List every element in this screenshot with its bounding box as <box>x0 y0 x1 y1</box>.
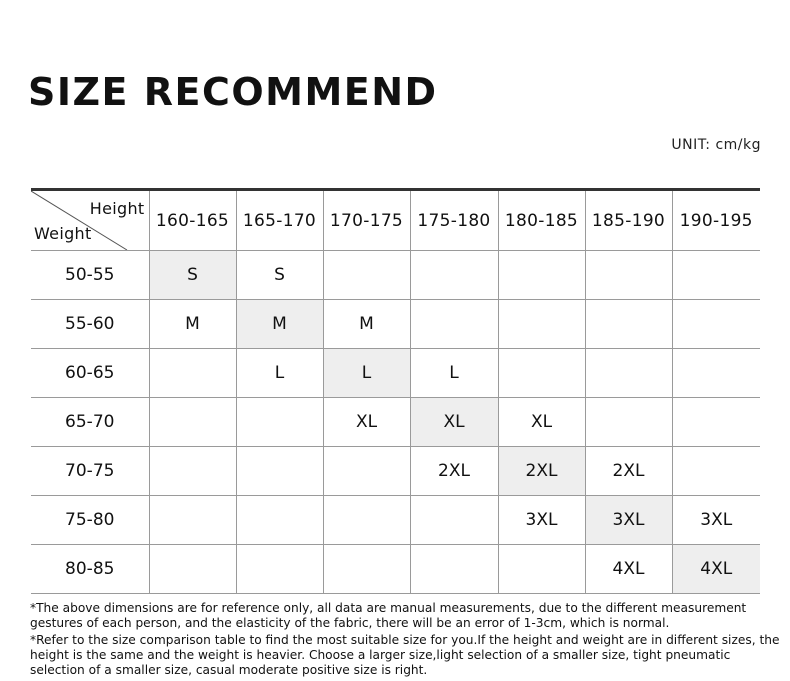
size-cell <box>498 251 585 300</box>
note-size-selection: *Refer to the size comparison table to find the most suitable size for you.If the height and weight are in different sizes, the height is the same and the weight is heavier. Choose a larger size,light selection of a smaller size, tight pneumatic selection of a smaller size, casual moderate positive size is right. <box>30 633 780 677</box>
size-cell <box>672 398 760 447</box>
size-cell <box>236 496 323 545</box>
height-header-cell: 175-180 <box>410 190 498 251</box>
size-cell: 4XL <box>585 545 672 594</box>
size-cell: 3XL <box>672 496 760 545</box>
size-cell: 2XL <box>585 447 672 496</box>
unit-label: UNIT: cm/kg <box>671 137 761 153</box>
size-cell <box>236 398 323 447</box>
size-cell: 2XL <box>410 447 498 496</box>
size-cell <box>410 251 498 300</box>
weight-cell: 65-70 <box>31 398 149 447</box>
table-row <box>31 496 760 545</box>
weight-cell: 70-75 <box>31 447 149 496</box>
weight-cell: 80-85 <box>31 545 149 594</box>
size-cell <box>149 349 236 398</box>
size-cell <box>410 545 498 594</box>
size-cell <box>149 447 236 496</box>
size-cell <box>410 300 498 349</box>
size-cell <box>672 447 760 496</box>
header-row <box>31 190 760 251</box>
height-header-cell: 160-165 <box>149 190 236 251</box>
table-row <box>31 398 760 447</box>
size-cell <box>323 251 410 300</box>
size-cell: S <box>149 251 236 300</box>
size-cell <box>585 300 672 349</box>
size-cell: L <box>410 349 498 398</box>
size-cell <box>149 496 236 545</box>
size-chart-table <box>31 188 760 594</box>
height-header-cell: 170-175 <box>323 190 410 251</box>
size-cell <box>672 300 760 349</box>
height-header-cell: 180-185 <box>498 190 585 251</box>
size-cell: 4XL <box>672 545 760 594</box>
notes <box>30 601 785 678</box>
size-cell <box>672 251 760 300</box>
size-cell <box>323 496 410 545</box>
size-cell <box>323 545 410 594</box>
height-header-cell: 185-190 <box>585 190 672 251</box>
height-header-cell: 165-170 <box>236 190 323 251</box>
size-cell <box>585 398 672 447</box>
table-row <box>31 251 760 300</box>
size-cell: XL <box>323 398 410 447</box>
size-cell: XL <box>410 398 498 447</box>
corner-header-cell <box>31 190 149 251</box>
weight-axis-label: Weight <box>34 224 92 243</box>
table-row <box>31 300 760 349</box>
table-row <box>31 447 760 496</box>
weight-cell: 60-65 <box>31 349 149 398</box>
size-cell <box>236 545 323 594</box>
size-cell: M <box>149 300 236 349</box>
table-row <box>31 349 760 398</box>
size-cell <box>672 349 760 398</box>
size-cell: 3XL <box>585 496 672 545</box>
size-cell: M <box>323 300 410 349</box>
size-cell: L <box>323 349 410 398</box>
height-axis-label: Height <box>89 199 145 218</box>
size-cell <box>410 496 498 545</box>
weight-cell: 55-60 <box>31 300 149 349</box>
size-cell: M <box>236 300 323 349</box>
size-cell <box>498 545 585 594</box>
table-row <box>31 545 760 594</box>
page-title: SIZE RECOMMEND <box>28 70 438 114</box>
size-cell: 2XL <box>498 447 585 496</box>
size-cell: 3XL <box>498 496 585 545</box>
size-cell: XL <box>498 398 585 447</box>
size-cell <box>498 349 585 398</box>
size-cell <box>585 349 672 398</box>
size-cell <box>585 251 672 300</box>
size-cell: L <box>236 349 323 398</box>
height-header-cell: 190-195 <box>672 190 760 251</box>
size-cell <box>236 447 323 496</box>
size-cell <box>149 398 236 447</box>
weight-cell: 75-80 <box>31 496 149 545</box>
weight-cell: 50-55 <box>31 251 149 300</box>
size-cell: S <box>236 251 323 300</box>
size-cell <box>323 447 410 496</box>
note-measurement-disclaimer: *The above dimensions are for reference only, all data are manual measurements, due to the different measurement gestures of each person, and the elasticity of the fabric, there will be an error of 1-3cm, which is normal. <box>30 601 747 630</box>
size-cell <box>149 545 236 594</box>
size-cell <box>498 300 585 349</box>
